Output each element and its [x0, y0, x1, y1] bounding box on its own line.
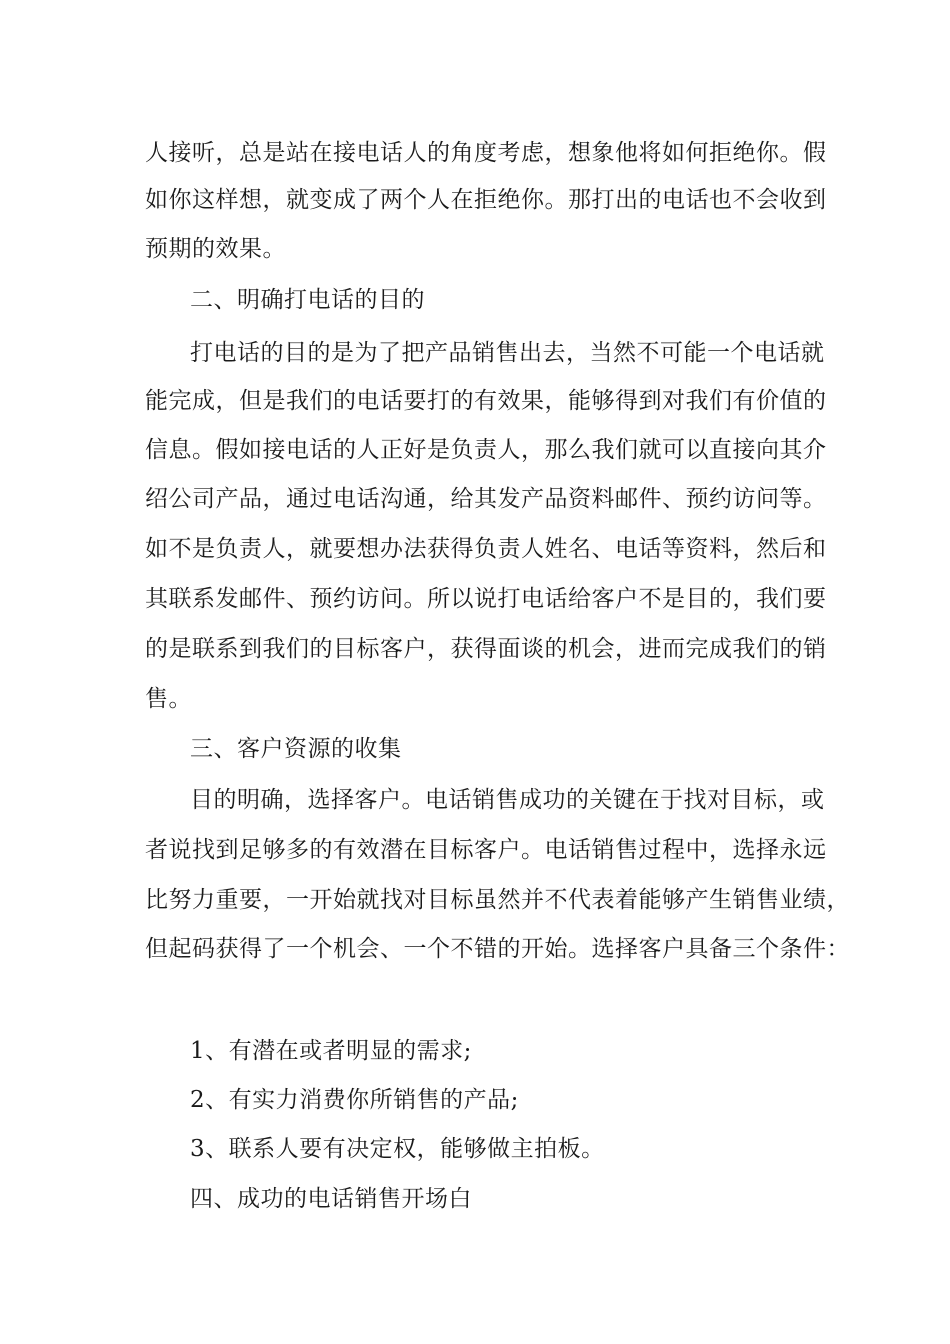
paragraph-line: 如不是负责人，就要想办法获得负责人姓名、电话等资料，然后和	[145, 536, 827, 562]
list-item: 2、有实力消费你所销售的产品;	[190, 1087, 519, 1113]
paragraph-line: 打电话的目的是为了把产品销售出去，当然不可能一个电话就	[190, 340, 825, 366]
list-item: 3、联系人要有决定权，能够做主拍板。	[190, 1136, 605, 1162]
paragraph-line: 比努力重要，一开始就找对目标虽然并不代表着能够产生销售业绩，	[145, 887, 850, 913]
paragraph-line: 能完成，但是我们的电话要打的有效果，能够得到对我们有价值的	[145, 388, 827, 414]
section-heading: 三、客户资源的收集	[190, 736, 402, 762]
paragraph-line: 售。	[145, 686, 192, 712]
list-item: 1、有潜在或者明显的需求;	[190, 1038, 472, 1064]
section-heading: 二、明确打电话的目的	[190, 287, 425, 313]
paragraph-line: 人接听，总是站在接电话人的角度考虑，想象他将如何拒绝你。假	[145, 140, 827, 166]
paragraph-line: 目的明确，选择客户。电话销售成功的关键在于找对目标，或	[190, 787, 825, 813]
paragraph-line: 如你这样想，就变成了两个人在拒绝你。那打出的电话也不会收到	[145, 187, 827, 213]
paragraph-line: 者说找到足够多的有效潜在目标客户。电话销售过程中，选择永远	[145, 837, 827, 863]
paragraph-line: 其联系发邮件、预约访问。所以说打电话给客户不是目的，我们要	[145, 586, 827, 612]
paragraph-line: 但起码获得了一个机会、一个不错的开始。选择客户具备三个条件：	[145, 936, 850, 962]
paragraph-line: 绍公司产品，通过电话沟通，给其发产品资料邮件、预约访问等。	[145, 486, 827, 512]
paragraph-line: 的是联系到我们的目标客户，获得面谈的机会，进而完成我们的销	[145, 636, 827, 662]
section-heading: 四、成功的电话销售开场白	[190, 1186, 472, 1212]
paragraph-line: 预期的效果。	[145, 236, 286, 262]
paragraph-line: 信息。假如接电话的人正好是负责人，那么我们就可以直接向其介	[145, 437, 827, 463]
